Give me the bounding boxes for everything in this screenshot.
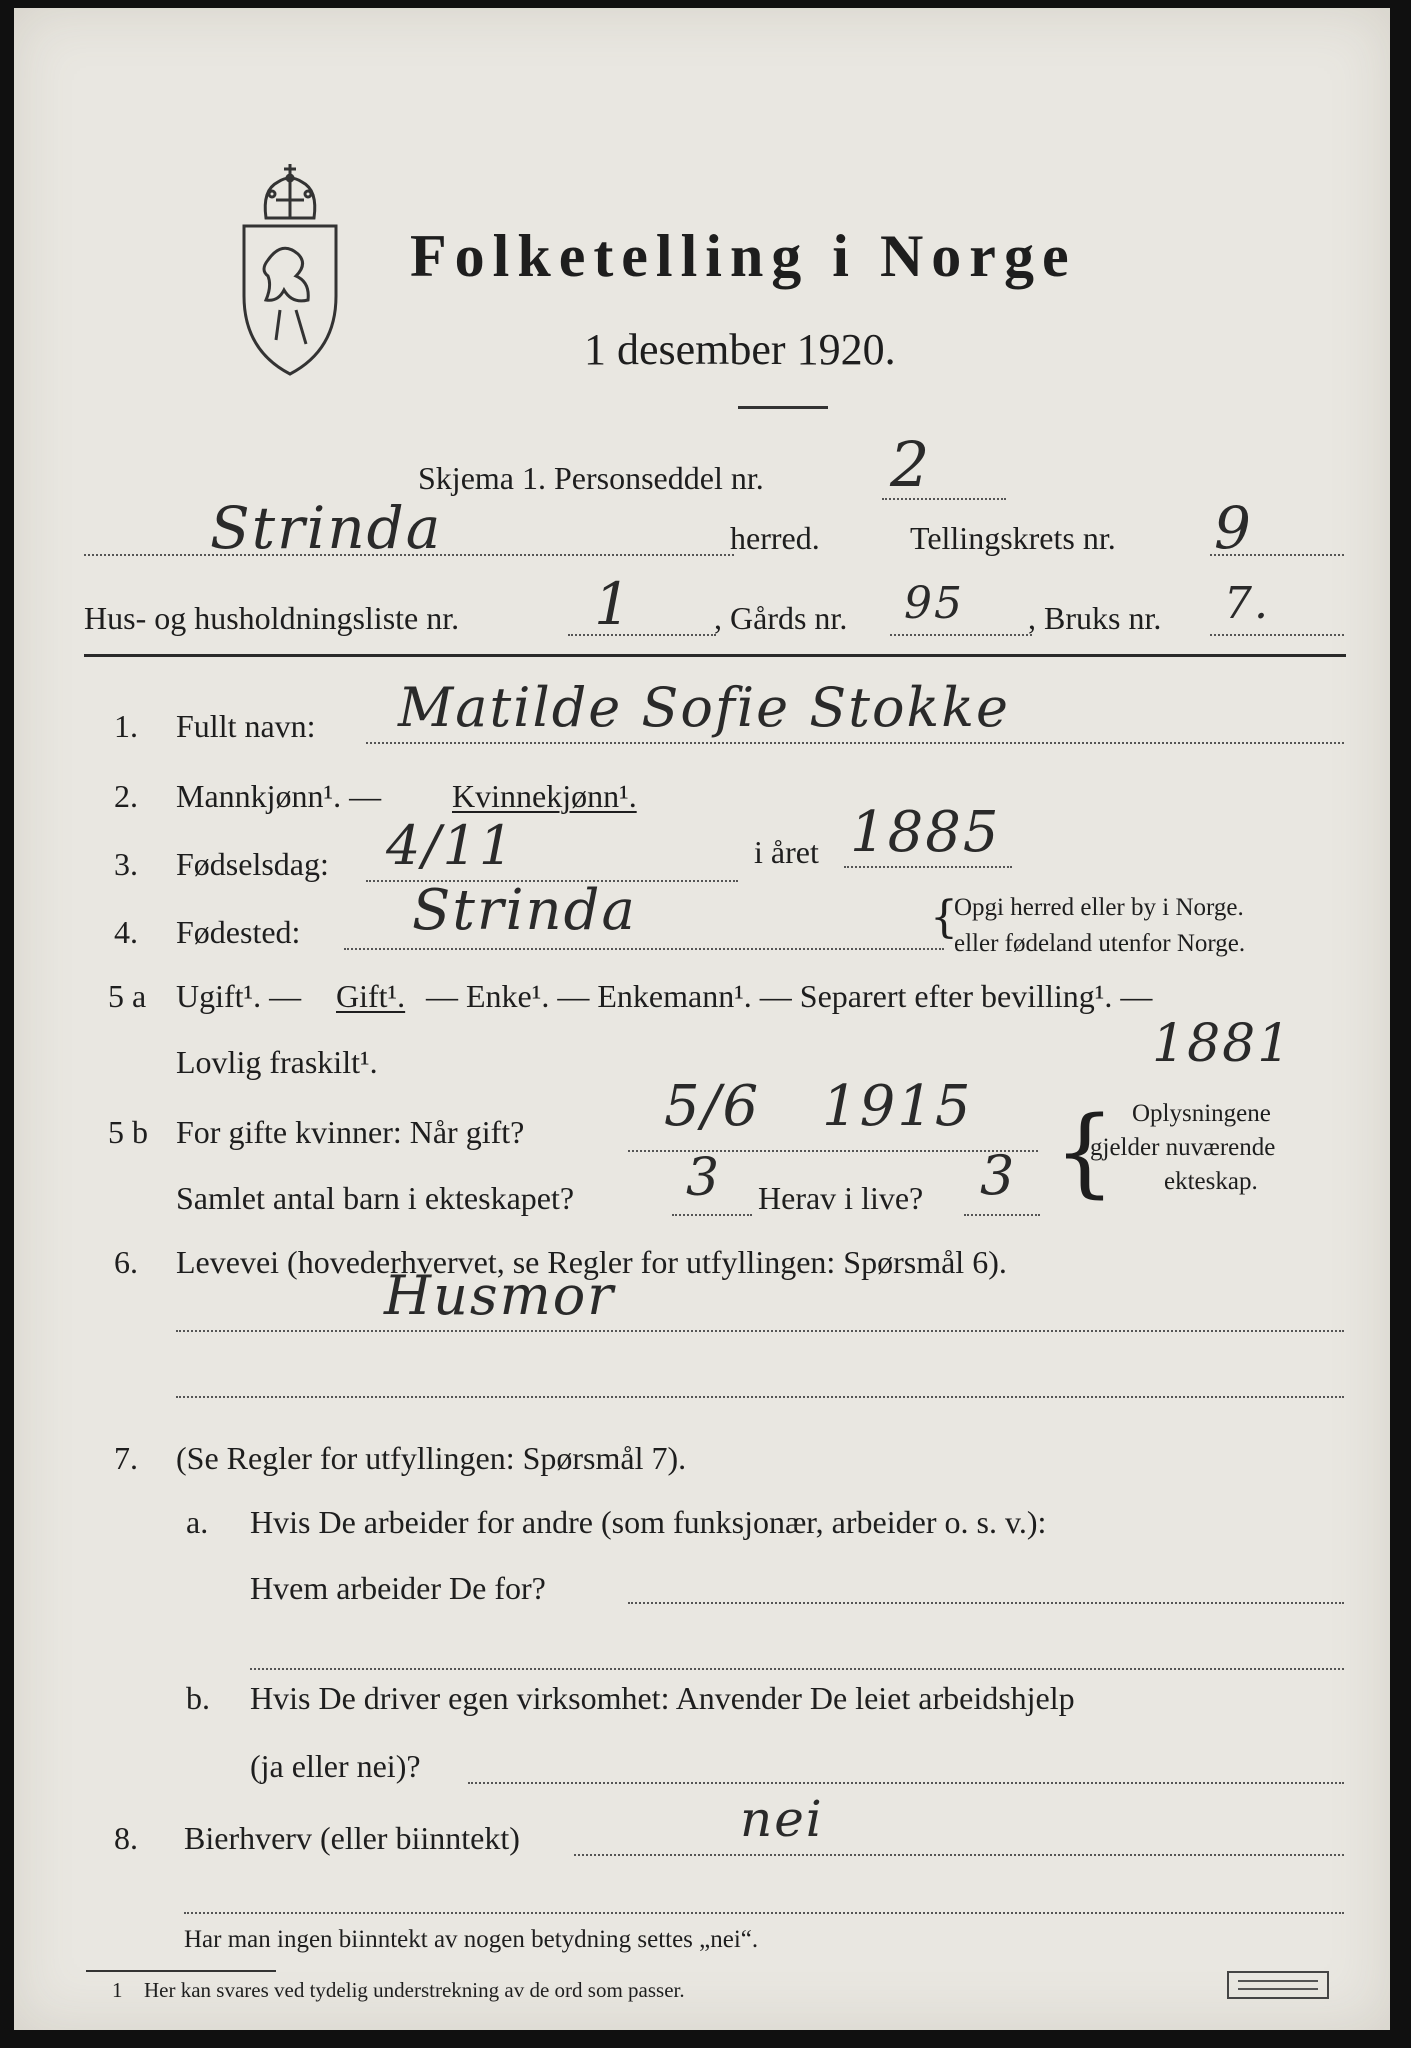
footnote-text: Her kan svares ved tydelig understrekning av de ord som passer. [144, 1978, 685, 2002]
q5b-year-value: 1915 [822, 1074, 973, 1139]
q3-year-line [844, 866, 1012, 868]
q8-label: Bierhverv (eller biinntekt) [184, 1820, 520, 1856]
husholdning-nr-line [568, 634, 716, 636]
tellingskrets-nr-value: 9 [1214, 494, 1253, 562]
coat-of-arms-icon [236, 160, 344, 382]
q5b-note-line2: gjelder nuværende [1090, 1134, 1276, 1161]
q3-day-value: 4/11 [386, 814, 516, 877]
q6-value: Husmor [384, 1264, 616, 1327]
q3-number: 3. [114, 846, 138, 882]
q3-label: Fødselsdag: [176, 846, 329, 882]
header-rule [84, 654, 1346, 657]
printer-stamp-icon [1226, 1970, 1330, 2000]
q8-line-1 [574, 1854, 1344, 1856]
q5b-note-line1: Oplysningene [1132, 1100, 1271, 1127]
q7b-letter: b. [186, 1680, 210, 1716]
q2-option-male: Mannkjønn¹. — [176, 778, 382, 814]
q5b-alive-label: Herav i live? [758, 1180, 924, 1216]
footer-note: Har man ingen biinntekt av nogen betydning settes „nei“. [184, 1926, 759, 1953]
q5b-number: 5 b [108, 1114, 148, 1150]
q4-value: Strinda [412, 878, 637, 943]
q5a-option-fraskilt: Lovlig fraskilt¹. [176, 1044, 378, 1080]
q7-number: 7. [114, 1440, 138, 1476]
herred-label: herred. [730, 520, 820, 556]
q7b-line [468, 1782, 1344, 1784]
q1-number: 1. [114, 708, 138, 744]
form-title: Folketelling i Norge [410, 223, 1077, 289]
q7a-label: Hvis De arbeider for andre (som funksjonær, arbeider o. s. v.): [250, 1504, 1047, 1540]
q5a-option-gift: Gift¹. [336, 978, 406, 1014]
tellingskrets-label: Tellingskrets nr. [910, 520, 1116, 556]
q4-label: Fødested: [176, 914, 301, 950]
q3-year-value: 1885 [850, 800, 1001, 865]
bruks-nr-value: 7. [1224, 578, 1270, 629]
q6-label: Levevei (hovederhvervet, se Regler for utfyllingen: Spørsmål 6). [176, 1244, 1007, 1280]
q5b-label: For gifte kvinner: Når gift? [176, 1114, 525, 1150]
husholdning-label: Hus- og husholdningsliste nr. [84, 600, 460, 636]
q1-line [366, 742, 1344, 744]
q7a-letter: a. [186, 1504, 209, 1540]
q4-brace: { [930, 892, 958, 943]
husholdning-nr-value: 1 [594, 570, 633, 638]
q4-note-line2: eller fødeland utenfor Norge. [954, 930, 1246, 957]
q5b-note-line3: ekteskap. [1164, 1168, 1258, 1195]
q7a-line-2 [250, 1668, 1344, 1670]
gards-nr-value: 95 [904, 578, 964, 629]
q5b-alive-value: 3 [980, 1144, 1017, 1207]
q4-note-line1: Opgi herred eller by i Norge. [954, 894, 1244, 921]
q7b-label: Hvis De driver egen virksomhet: Anvender De leiet arbeidshjelp [250, 1680, 1075, 1716]
q8-line-2 [184, 1912, 1344, 1914]
herred-value: Strinda [210, 494, 443, 562]
q7-label: (Se Regler for utfyllingen: Spørsmål 7). [176, 1440, 687, 1476]
census-date: 1 desember 1920. [584, 325, 896, 374]
q7b-question: (ja eller nei)? [250, 1748, 421, 1784]
q4-number: 4. [114, 914, 138, 950]
q1-value: Matilde Sofie Stokke [398, 676, 1010, 739]
q5b-children-line [672, 1214, 752, 1216]
footnote-rule [86, 1970, 276, 1972]
q2-option-female: Kvinnekjønn¹. [452, 778, 637, 814]
q5b-children-value: 3 [686, 1148, 722, 1208]
q8-value: nei [740, 1790, 824, 1848]
q6-line-1 [176, 1330, 1344, 1332]
q7a-line-1 [628, 1602, 1344, 1604]
gards-label: , Gårds nr. [714, 600, 848, 636]
q3-year-label: i året [754, 834, 819, 870]
q2-number: 2. [114, 778, 138, 814]
gards-nr-line [890, 634, 1032, 636]
q7a-question: Hvem arbeider De for? [250, 1570, 546, 1606]
q5a-other-options: — Enke¹. — Enkemann¹. — Separert efter bevilling¹. — [426, 978, 1153, 1014]
bruks-label: , Bruks nr. [1028, 600, 1162, 636]
q8-number: 8. [114, 1820, 138, 1856]
title-divider [738, 406, 828, 409]
bruks-nr-line [1210, 634, 1344, 636]
q4-line [344, 948, 944, 950]
q5b-alive-line [964, 1214, 1040, 1216]
q6-number: 6. [114, 1244, 138, 1280]
q5b-brace: { [1054, 1096, 1116, 1208]
q5a-number: 5 a [108, 978, 147, 1014]
q5b-extra-year: 1881 [1152, 1014, 1293, 1074]
q1-label: Fullt navn: [176, 708, 316, 744]
q5b-date-value: 5/6 [664, 1074, 761, 1139]
footnote-number: 1 [112, 1978, 123, 2002]
q5a-option-ugift: Ugift¹. — [176, 978, 302, 1014]
q6-line-2 [176, 1396, 1344, 1398]
q5b-children-label: Samlet antal barn i ekteskapet? [176, 1180, 575, 1216]
skjema-label: Skjema 1. Personseddel nr. [418, 460, 764, 496]
skjema-nr-value: 2 [890, 428, 932, 501]
census-form-sheet [14, 8, 1390, 2030]
